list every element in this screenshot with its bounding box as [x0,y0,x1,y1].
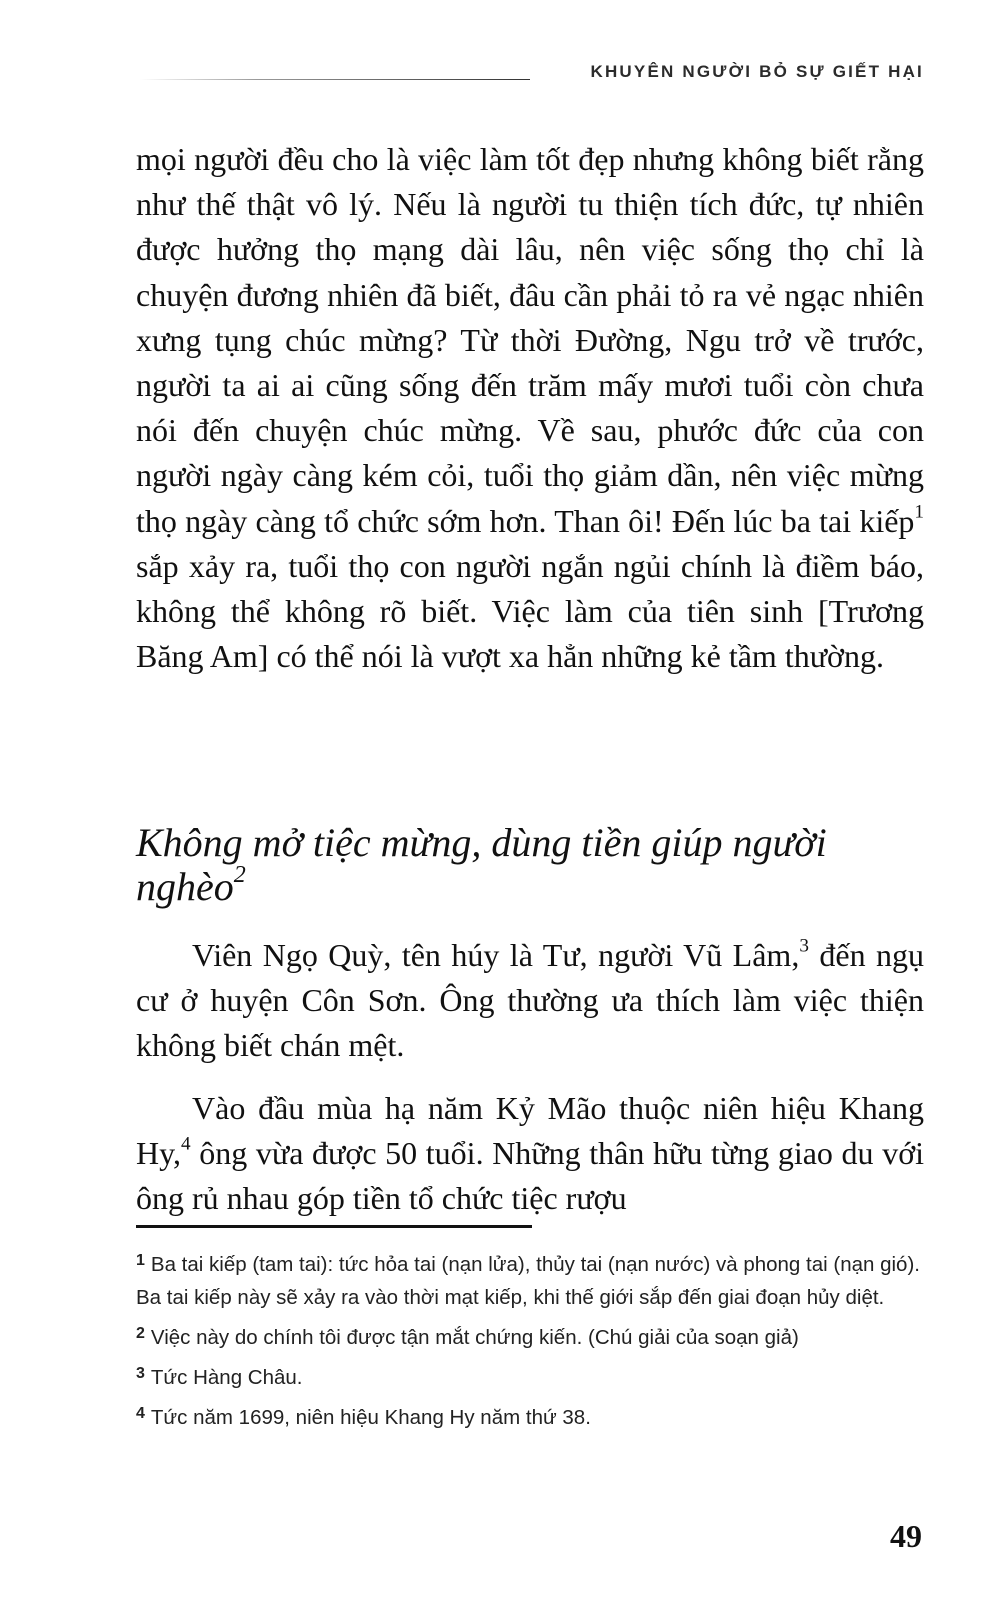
footnote-number: 3 [136,1365,145,1382]
footnote-number: 2 [136,1325,145,1342]
paragraph-text: Vào đầu mùa hạ năm Kỷ Mão thuộc niên hiệu Khang Hy, [136,1090,924,1172]
paragraph-text: ông vừa được 50 tuổi. Những thân hữu từng giao du với ông rủ nhau góp tiền tổ chức tiệc rượu [136,1135,924,1217]
paragraph-text: mọi người đều cho là việc làm tốt đẹp nhưng không biết rằng như thế thật vô lý. Nếu là người tu thiện tích đức, tự nhiên được hưởng thọ mạng dài lâu, nên việc sống thọ chỉ là chuyện đương nhiên đã biết, đâu cần phải tỏ ra vẻ ngạc nhiên xưng tụng chúc mừng? Từ thời Đường, Ngu trở về trước, người ta ai ai cũng sống đến trăm mấy mươi tuổi còn chưa nói đến chuyện chúc mừng. Về sau, phước đức của con người ngày càng kém cỏi, tuổi thọ giảm dần, nên việc mừng thọ ngày càng tổ chức sớm hơn. Than ôi! Đến lúc ba tai kiếp [136,141,924,539]
footnote-3 [136,1357,926,1394]
footnote-ref-2[interactable]: 2 [233,862,246,888]
body-paragraph-2 [136,933,924,1069]
body-paragraph-3 [136,1086,924,1222]
section-heading [136,821,924,909]
running-head: KHUYÊN NGƯỜI BỎ SỰ GIẾT HẠI [590,62,924,81]
body-paragraph-1 [136,137,924,679]
header-rule [140,79,530,80]
footnote-2 [136,1317,926,1354]
paragraph-text: sắp xảy ra, tuổi thọ con người ngắn ngủi chính là điềm báo, không thể không rõ biết. Việc làm của tiên sinh [Trương Băng Am] có thể nói là vượt xa hẳn những kẻ tầm thường. [136,547,924,675]
footnote-4 [136,1397,926,1434]
footnote-ref-3[interactable]: 3 [799,935,809,957]
footnote-text: Tức Hàng Châu. [150,1366,303,1389]
footnote-1 [136,1244,926,1314]
footnote-divider [136,1225,532,1228]
footnote-text: Việc này do chính tôi được tận mắt chứng kiến. (Chú giải của soạn giả) [150,1326,799,1349]
footnote-ref-1[interactable]: 1 [914,501,924,523]
paragraph-text: đến ngụ cư ở huyện Côn Sơn. Ông thường ưa thích làm việc thiện không biết chán mệt. [136,937,925,1064]
page-number: 49 [890,1518,922,1554]
paragraph-text: Viên Ngọ Quỳ, tên húy là Tư, người Vũ Lâm, [192,937,800,973]
footnote-text: Tức năm 1699, niên hiệu Khang Hy năm thứ 38. [150,1406,591,1429]
footnotes-section [136,1244,926,1437]
footnote-ref-4[interactable]: 4 [181,1133,191,1155]
footnote-number: 1 [136,1252,145,1269]
section-heading-text: Không mở tiệc mừng, dùng tiền giúp người nghèo [136,820,827,909]
footnote-text: Ba tai kiếp (tam tai): tức hỏa tai (nạn lửa), thủy tai (nạn nước) và phong tai (nạn gió). Ba tai kiếp này sẽ xảy ra vào thời mạt kiếp, khi thế giới sắp đến giai đoạn hủy diệt. [136,1253,920,1309]
footnote-number: 4 [136,1405,145,1422]
